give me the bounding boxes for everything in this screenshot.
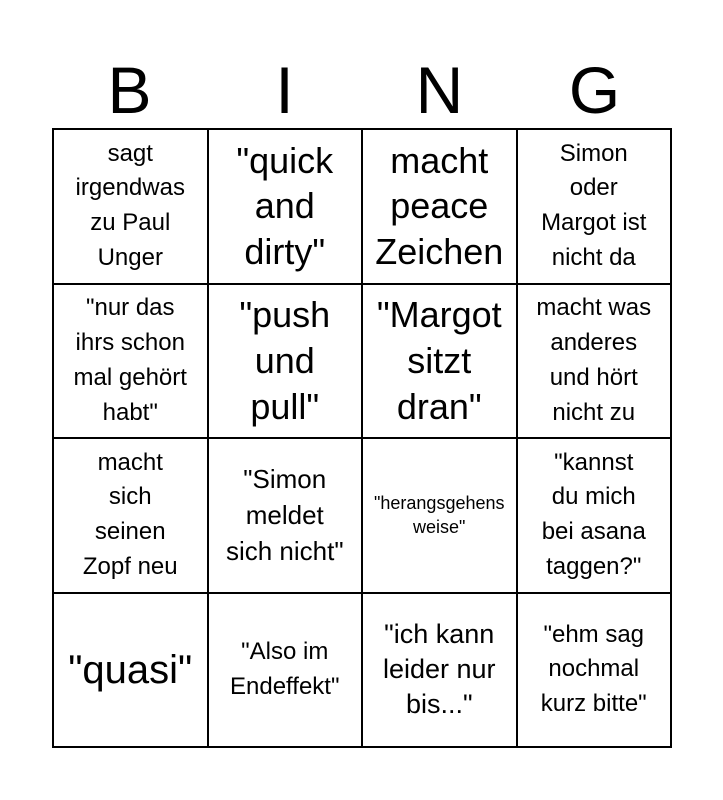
title-letter-n: N <box>415 53 464 127</box>
bingo-cell[interactable]: "herangsgehens weise" <box>362 438 517 593</box>
bingo-title <box>52 52 672 128</box>
bingo-cell[interactable]: "push und pull" <box>208 284 363 439</box>
bingo-board <box>52 128 672 748</box>
title-letter-b: B <box>107 53 152 127</box>
bingo-cell[interactable]: "ehm sag nochmal kurz bitte" <box>517 593 672 748</box>
bingo-cell[interactable]: "kannst du mich bei asana taggen?" <box>517 438 672 593</box>
bingo-cell[interactable]: "quasi" <box>53 593 208 748</box>
bingo-cell[interactable]: "Also im Endeffekt" <box>208 593 363 748</box>
bingo-cell[interactable]: "quick and dirty" <box>208 129 363 284</box>
title-letter-g: G <box>568 53 621 127</box>
bingo-cell[interactable]: "nur das ihrs schon mal gehört habt" <box>53 284 208 439</box>
bingo-cell[interactable]: macht peace Zeichen <box>362 129 517 284</box>
bingo-cell[interactable]: macht was anderes und hört nicht zu <box>517 284 672 439</box>
bingo-cell[interactable]: Simon oder Margot ist nicht da <box>517 129 672 284</box>
bingo-cell[interactable]: macht sich seinen Zopf neu <box>53 438 208 593</box>
bingo-cell[interactable]: "ich kann leider nur bis..." <box>362 593 517 748</box>
bingo-cell[interactable]: "Simon meldet sich nicht" <box>208 438 363 593</box>
bingo-cell[interactable]: sagt irgendwas zu Paul Unger <box>53 129 208 284</box>
bingo-cell[interactable]: "Margot sitzt dran" <box>362 284 517 439</box>
title-letter-i: I <box>275 53 294 127</box>
